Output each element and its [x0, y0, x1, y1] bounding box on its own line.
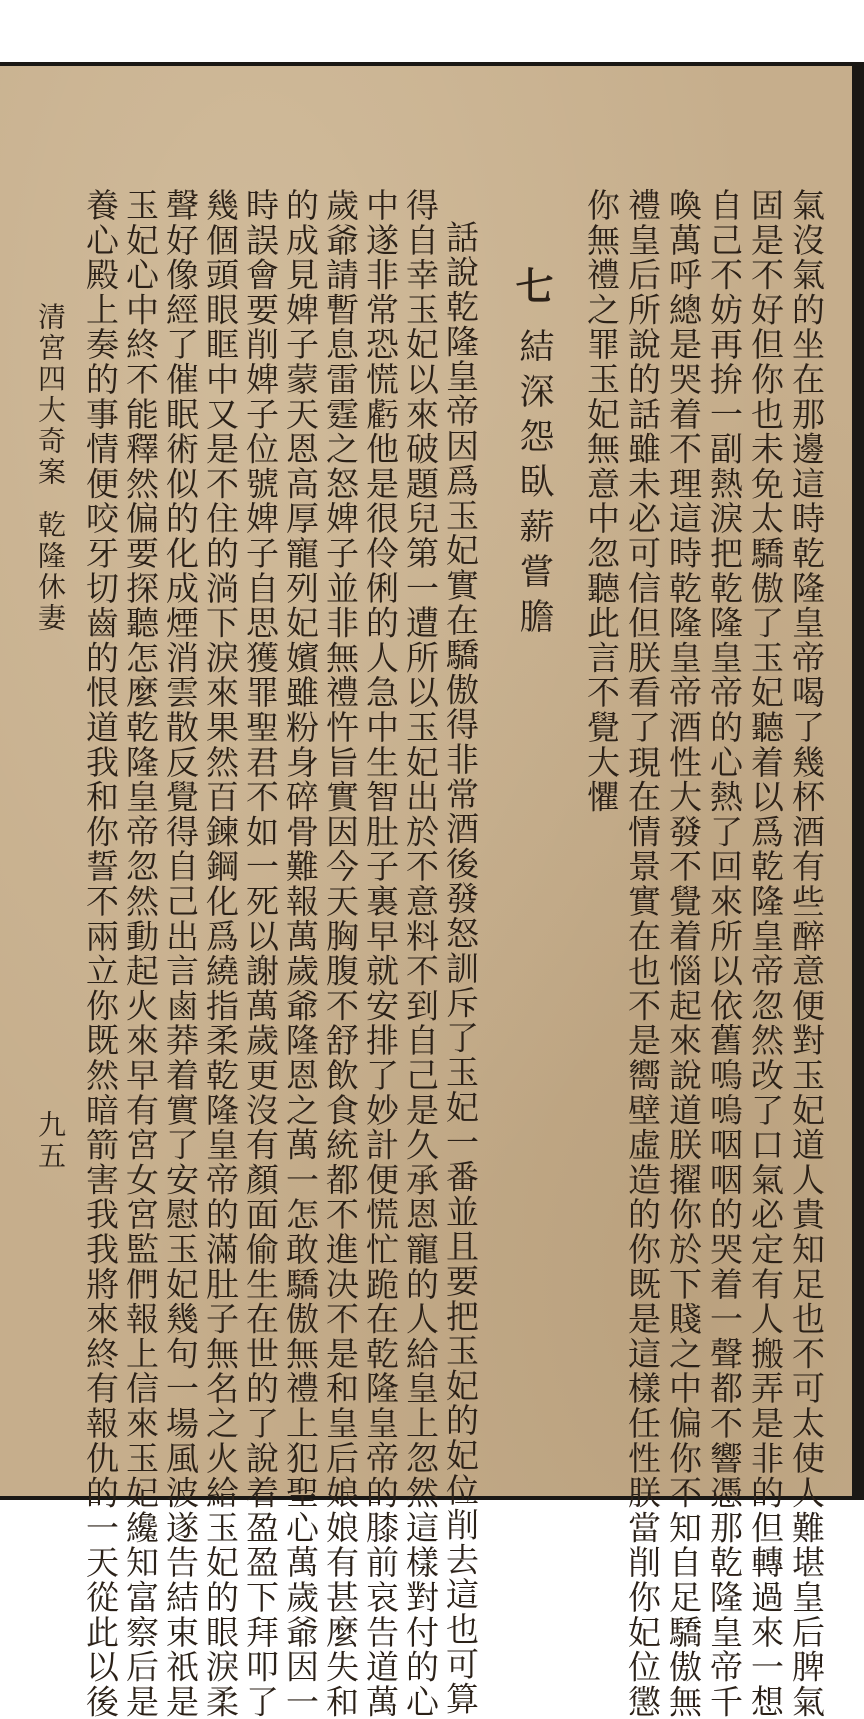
text-column: 的成見婢子蒙天恩高厚寵列妃嬪雖粉身碎骨難報萬歲爺隆恩之萬一怎敢驕傲無禮上犯聖心萬歲爺因一: [281, 188, 320, 1719]
text-column: 你無禮之罪玉妃無意中忽聽此言不覺大懼: [582, 188, 621, 815]
text-column: 禮皇后所說的話雖未必可信但朕看了現在情景實在也不是嚮壁虛造的你既是這樣任性朕當削你妃位懲: [623, 188, 662, 1719]
text-column: 喚萬呼總是哭着不理這時乾隆皇帝酒性大發不覺着惱起來說道朕擢你於下賤之中偏你不知自足驕傲無: [664, 188, 703, 1719]
page-number: 九五: [34, 1110, 67, 1172]
chapter-number: 七: [509, 266, 554, 304]
text-column: 話說乾隆皇帝因爲玉妃實在驕傲得非常酒後發怒訓斥了玉妃一番並且要把玉妃的妃位削去這也可算: [441, 220, 480, 1717]
text-column: 中遂非常恐慌虧他是很伶俐的人急中生智肚子裏早就安排了妙計便慌忙跪在乾隆皇帝的膝前哀告道萬: [361, 188, 400, 1719]
text-column: 得自幸玉妃以來破題兒第一遭所以玉妃出於不意料不到自己是久承恩寵的人給皇上忽然這樣對付的心: [401, 188, 440, 1719]
text-column: 養心殿上奏的事情便咬牙切齒的恨道我和你誓不兩立你既然暗箭害我我將來終有報仇的一天從此以後: [81, 188, 120, 1719]
chapter-title: 結深怨臥薪嘗膽: [514, 328, 554, 643]
text-column: 玉妃心中終不能釋然偏要探聽怎麼乾隆皇帝忽然動起火來早有宮女宮監們報上信來玉妃纔知富察后是: [121, 188, 160, 1719]
book-title: 清宮四大奇案: [34, 302, 67, 488]
text-column: 幾個頭眼眶中又是不住的淌下淚來果然百鍊鋼化爲繞指柔乾隆皇帝的滿肚子無名之火給玉妃的眼淚柔: [201, 188, 240, 1719]
book-page: [0, 66, 852, 1719]
text-column: 歲爺請暫息雷霆之怒婢子並非無禮忤旨實因今天胸腹不舒飲食統都不進决不是和皇后娘娘有甚麼失和: [321, 188, 360, 1719]
section-title: 乾隆休妻: [34, 510, 67, 634]
text-column: 氣沒氣的坐在那邊這時乾隆皇帝喝了幾杯酒有些醉意便對玉妃道人貴知足也不可太使人難堪皇后脾氣: [787, 188, 826, 1719]
text-column: 固是不好但你也未免太驕傲了玉妃聽着以爲乾隆皇帝忽然改了口氣必定有人搬弄是非的但轉過來一想: [746, 188, 785, 1719]
text-column: 聲好像經了催眠術似的化成煙消雲散反覺得自己出言鹵莽着實了安慰玉妃幾句一場風波遂告結束祇是: [161, 188, 200, 1719]
text-column: 自己不妨再拚一副熱淚把乾隆皇帝的心熱了回來所以依舊嗚嗚咽咽的哭着一聲都不響憑那乾隆皇帝千: [705, 188, 744, 1719]
text-column: 時誤會要削婢子位號婢子自思獲罪聖君不如一死以謝萬歲更沒有顏面偷生在世的了說着盈盈下拜叩了: [241, 188, 280, 1719]
